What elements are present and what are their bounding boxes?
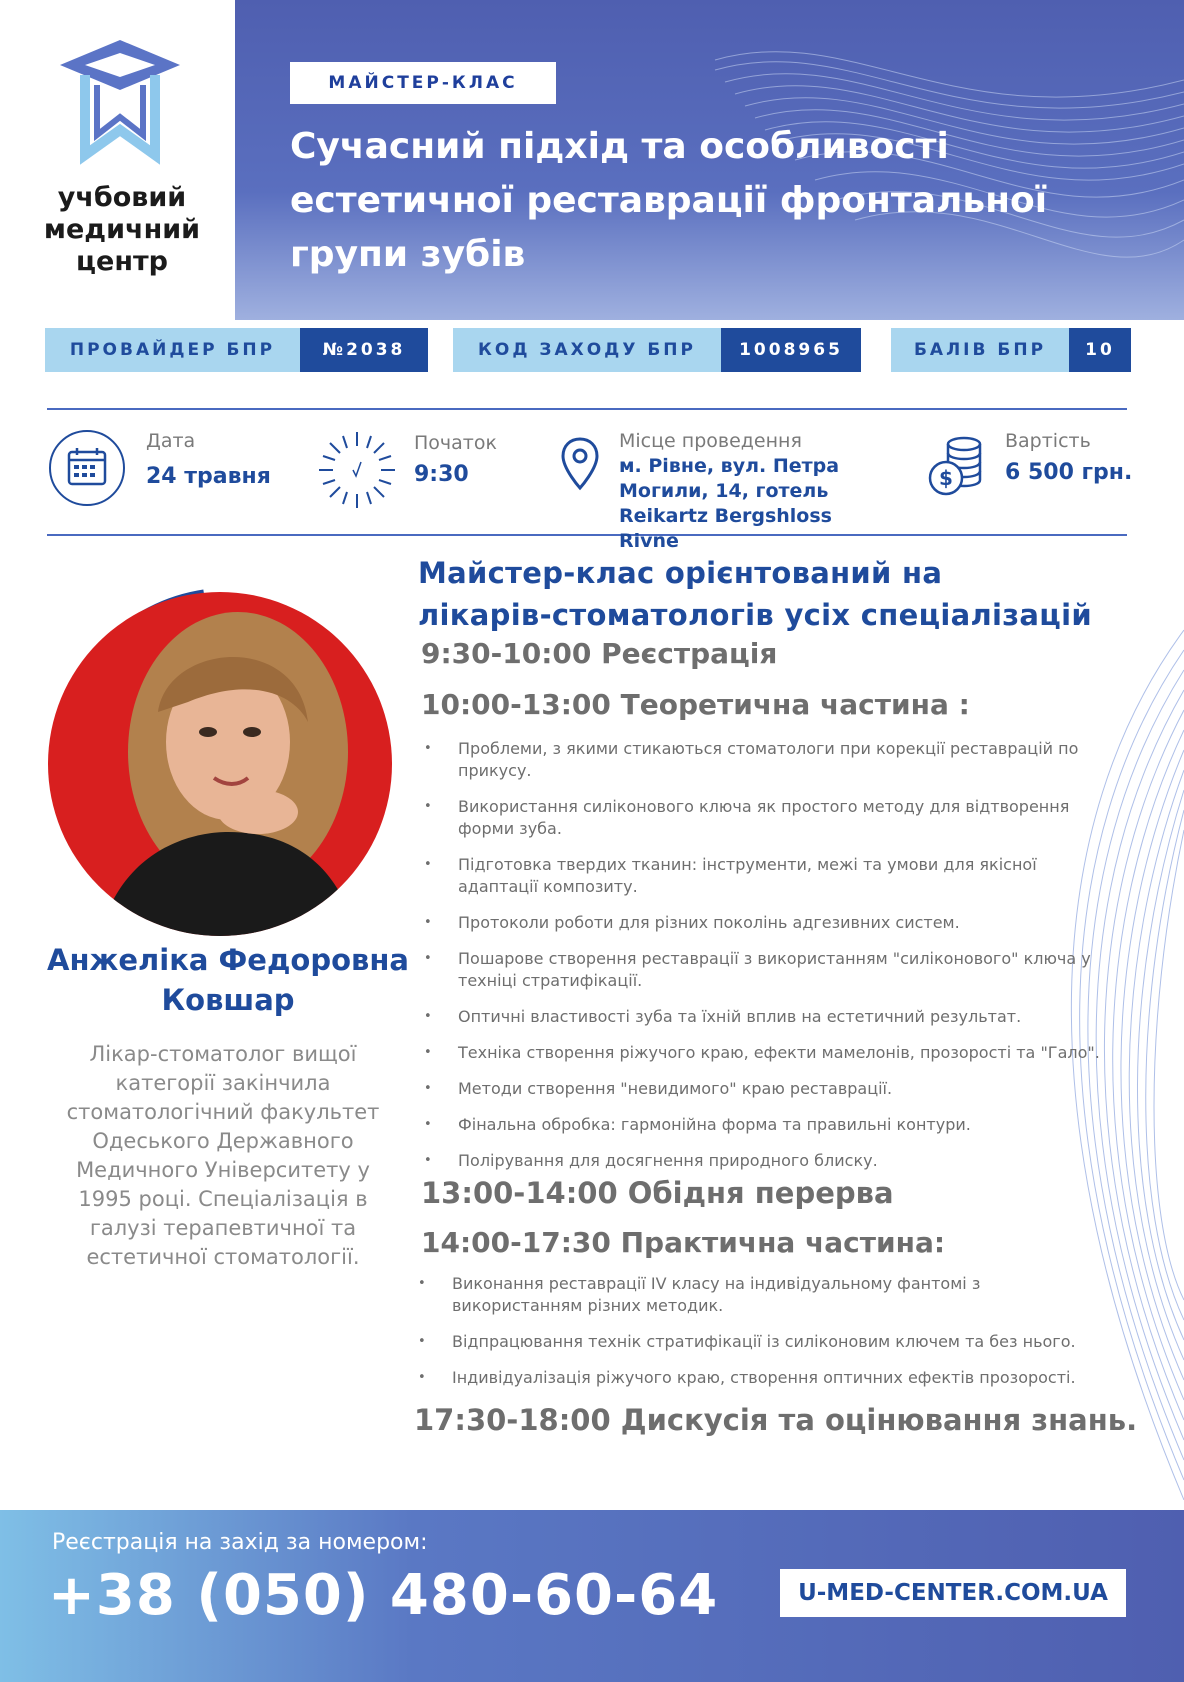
place-line-1: м. Рівне, вул. Петра xyxy=(619,455,840,477)
bio-line: категорії закінчила xyxy=(115,1071,331,1095)
bpr-provider xyxy=(45,328,428,372)
coins-price-icon xyxy=(926,434,986,498)
place-line-3: Reikartz Bergshloss Rivne xyxy=(619,505,832,552)
start-value: 9:30 xyxy=(414,462,469,487)
divider-top xyxy=(47,408,1127,410)
bpr-provider-value: №2038 xyxy=(300,328,428,372)
bpr-code xyxy=(453,328,861,372)
place-value xyxy=(619,454,889,554)
list-item: • Оптичні властивості зуба та їхній вплив на естетичний результат. xyxy=(420,1006,1100,1028)
list-item: • Фінальна обробка: гармонійна форма та правильні контури. xyxy=(420,1114,1100,1136)
speaker-portrait-image xyxy=(38,582,398,942)
list-item: • Підготовка твердих тканин: інструменти, межі та умови для якісної адаптації композиту. xyxy=(420,854,1100,898)
list-item: • Техніка створення ріжучого краю, ефекти мамелонів, прозорості та "Гало". xyxy=(420,1042,1100,1064)
speaker-name-line-1: Анжеліка Федоровна xyxy=(47,943,409,977)
clock-burst-icon xyxy=(315,428,399,512)
bpr-code-label: КОД ЗАХОДУ БПР xyxy=(453,328,721,372)
logo-line-1: учбовий xyxy=(57,182,187,213)
schedule-lunch: 13:00-14:00 Обідня перерва xyxy=(421,1176,894,1210)
theory-list xyxy=(420,738,1100,1186)
target-audience-heading xyxy=(418,552,1138,636)
logo-text xyxy=(22,182,222,278)
place-label: Місце проведення xyxy=(619,430,802,452)
calendar-icon xyxy=(47,428,127,508)
schedule-practice: 14:00-17:30 Практична частина: xyxy=(421,1226,946,1259)
list-item: • Методи створення "невидимого" краю реставрації. xyxy=(420,1078,1100,1100)
start-label: Початок xyxy=(414,432,497,454)
list-item: • Індивідуалізація ріжучого краю, створення оптичних ефектів прозорості. xyxy=(414,1367,1104,1389)
bio-line: Медичного Університету у xyxy=(76,1158,370,1182)
logo-block xyxy=(0,0,235,320)
price-label: Вартість xyxy=(1005,430,1091,452)
date-value: 24 травня xyxy=(146,464,271,489)
divider-bottom xyxy=(47,534,1127,536)
list-item: • Використання силіконового ключа як простого методу для відтворення форми зуба. xyxy=(420,796,1100,840)
target-line-2: лікарів-стоматологів усіх спеціалізацій xyxy=(418,598,1092,632)
svg-text:$: $ xyxy=(939,466,953,490)
list-item: • Відпрацювання технік стратифікації із силіконовим ключем та без нього. xyxy=(414,1331,1104,1353)
schedule-discussion: 17:30-18:00 Дискусія та оцінювання знань. xyxy=(414,1403,1138,1437)
bio-line: Лікар-стоматолог вищої xyxy=(89,1042,357,1066)
speaker-photo xyxy=(38,582,398,942)
logo-line-2: медичний xyxy=(43,214,201,245)
list-item: • Протоколи роботи для різних поколінь адгезивних систем. xyxy=(420,912,1100,934)
phone-number-link[interactable]: +38 (050) 480-60-64 xyxy=(48,1563,719,1628)
bio-line: естетичної стоматології. xyxy=(86,1245,360,1269)
date-label: Дата xyxy=(146,430,196,452)
bio-line: 1995 році. Спеціалізація в xyxy=(78,1187,368,1211)
bio-line: стоматологічний факультет xyxy=(66,1100,380,1124)
list-item: • Проблеми, з якими стикаються стоматологи при корекції реставрацій по прикусу. xyxy=(420,738,1100,782)
graduation-cap-logo-icon xyxy=(55,35,185,175)
title-line-1: Сучасний підхід та особливості xyxy=(290,126,949,167)
speaker-name-line-2: Ковшар xyxy=(161,983,295,1017)
event-type-badge: МАЙСТЕР-КЛАС xyxy=(290,62,556,104)
bpr-points-value: 10 xyxy=(1069,328,1131,372)
bpr-points-label: БАЛІВ БПР xyxy=(891,328,1069,372)
place-line-2: Могили, 14, готель xyxy=(619,480,829,502)
list-item: • Пошарове створення реставрації з використанням "силіконового" ключа у техніці стратифікації. xyxy=(420,948,1100,992)
header-banner xyxy=(235,0,1184,320)
bpr-points xyxy=(891,328,1131,372)
schedule-registration: 9:30-10:00 Реєстрація xyxy=(421,637,778,670)
price-value: 6 500 грн. xyxy=(1005,460,1133,485)
bpr-provider-label: ПРОВАЙДЕР БПР xyxy=(45,328,300,372)
registration-text: Реєстрація на захід за номером: xyxy=(52,1530,428,1555)
target-line-1: Майстер-клас орієнтований на xyxy=(418,556,943,590)
schedule-theory: 10:00-13:00 Теоретична частина : xyxy=(421,688,970,721)
location-pin-icon xyxy=(560,436,600,492)
title-line-2: естетичної реставрації фронтальної xyxy=(290,180,1048,221)
speaker-name xyxy=(28,940,428,1020)
list-item: • Полірування для досягнення природного блиску. xyxy=(420,1150,1100,1172)
list-item: • Виконання реставрації IV класу на індивідуальному фантомі з використанням різних методик. xyxy=(414,1273,1104,1317)
website-link[interactable]: U-MED-CENTER.COM.UA xyxy=(780,1569,1126,1617)
practice-list xyxy=(414,1273,1104,1403)
logo-line-3: центр xyxy=(76,246,168,277)
bio-line: галузі терапевтичної та xyxy=(89,1216,357,1240)
event-title xyxy=(290,120,1150,282)
bio-line: Одеського Державного xyxy=(92,1129,354,1153)
bpr-code-value: 1008965 xyxy=(721,328,861,372)
title-line-3: групи зубів xyxy=(290,234,526,275)
speaker-bio xyxy=(38,1040,408,1272)
